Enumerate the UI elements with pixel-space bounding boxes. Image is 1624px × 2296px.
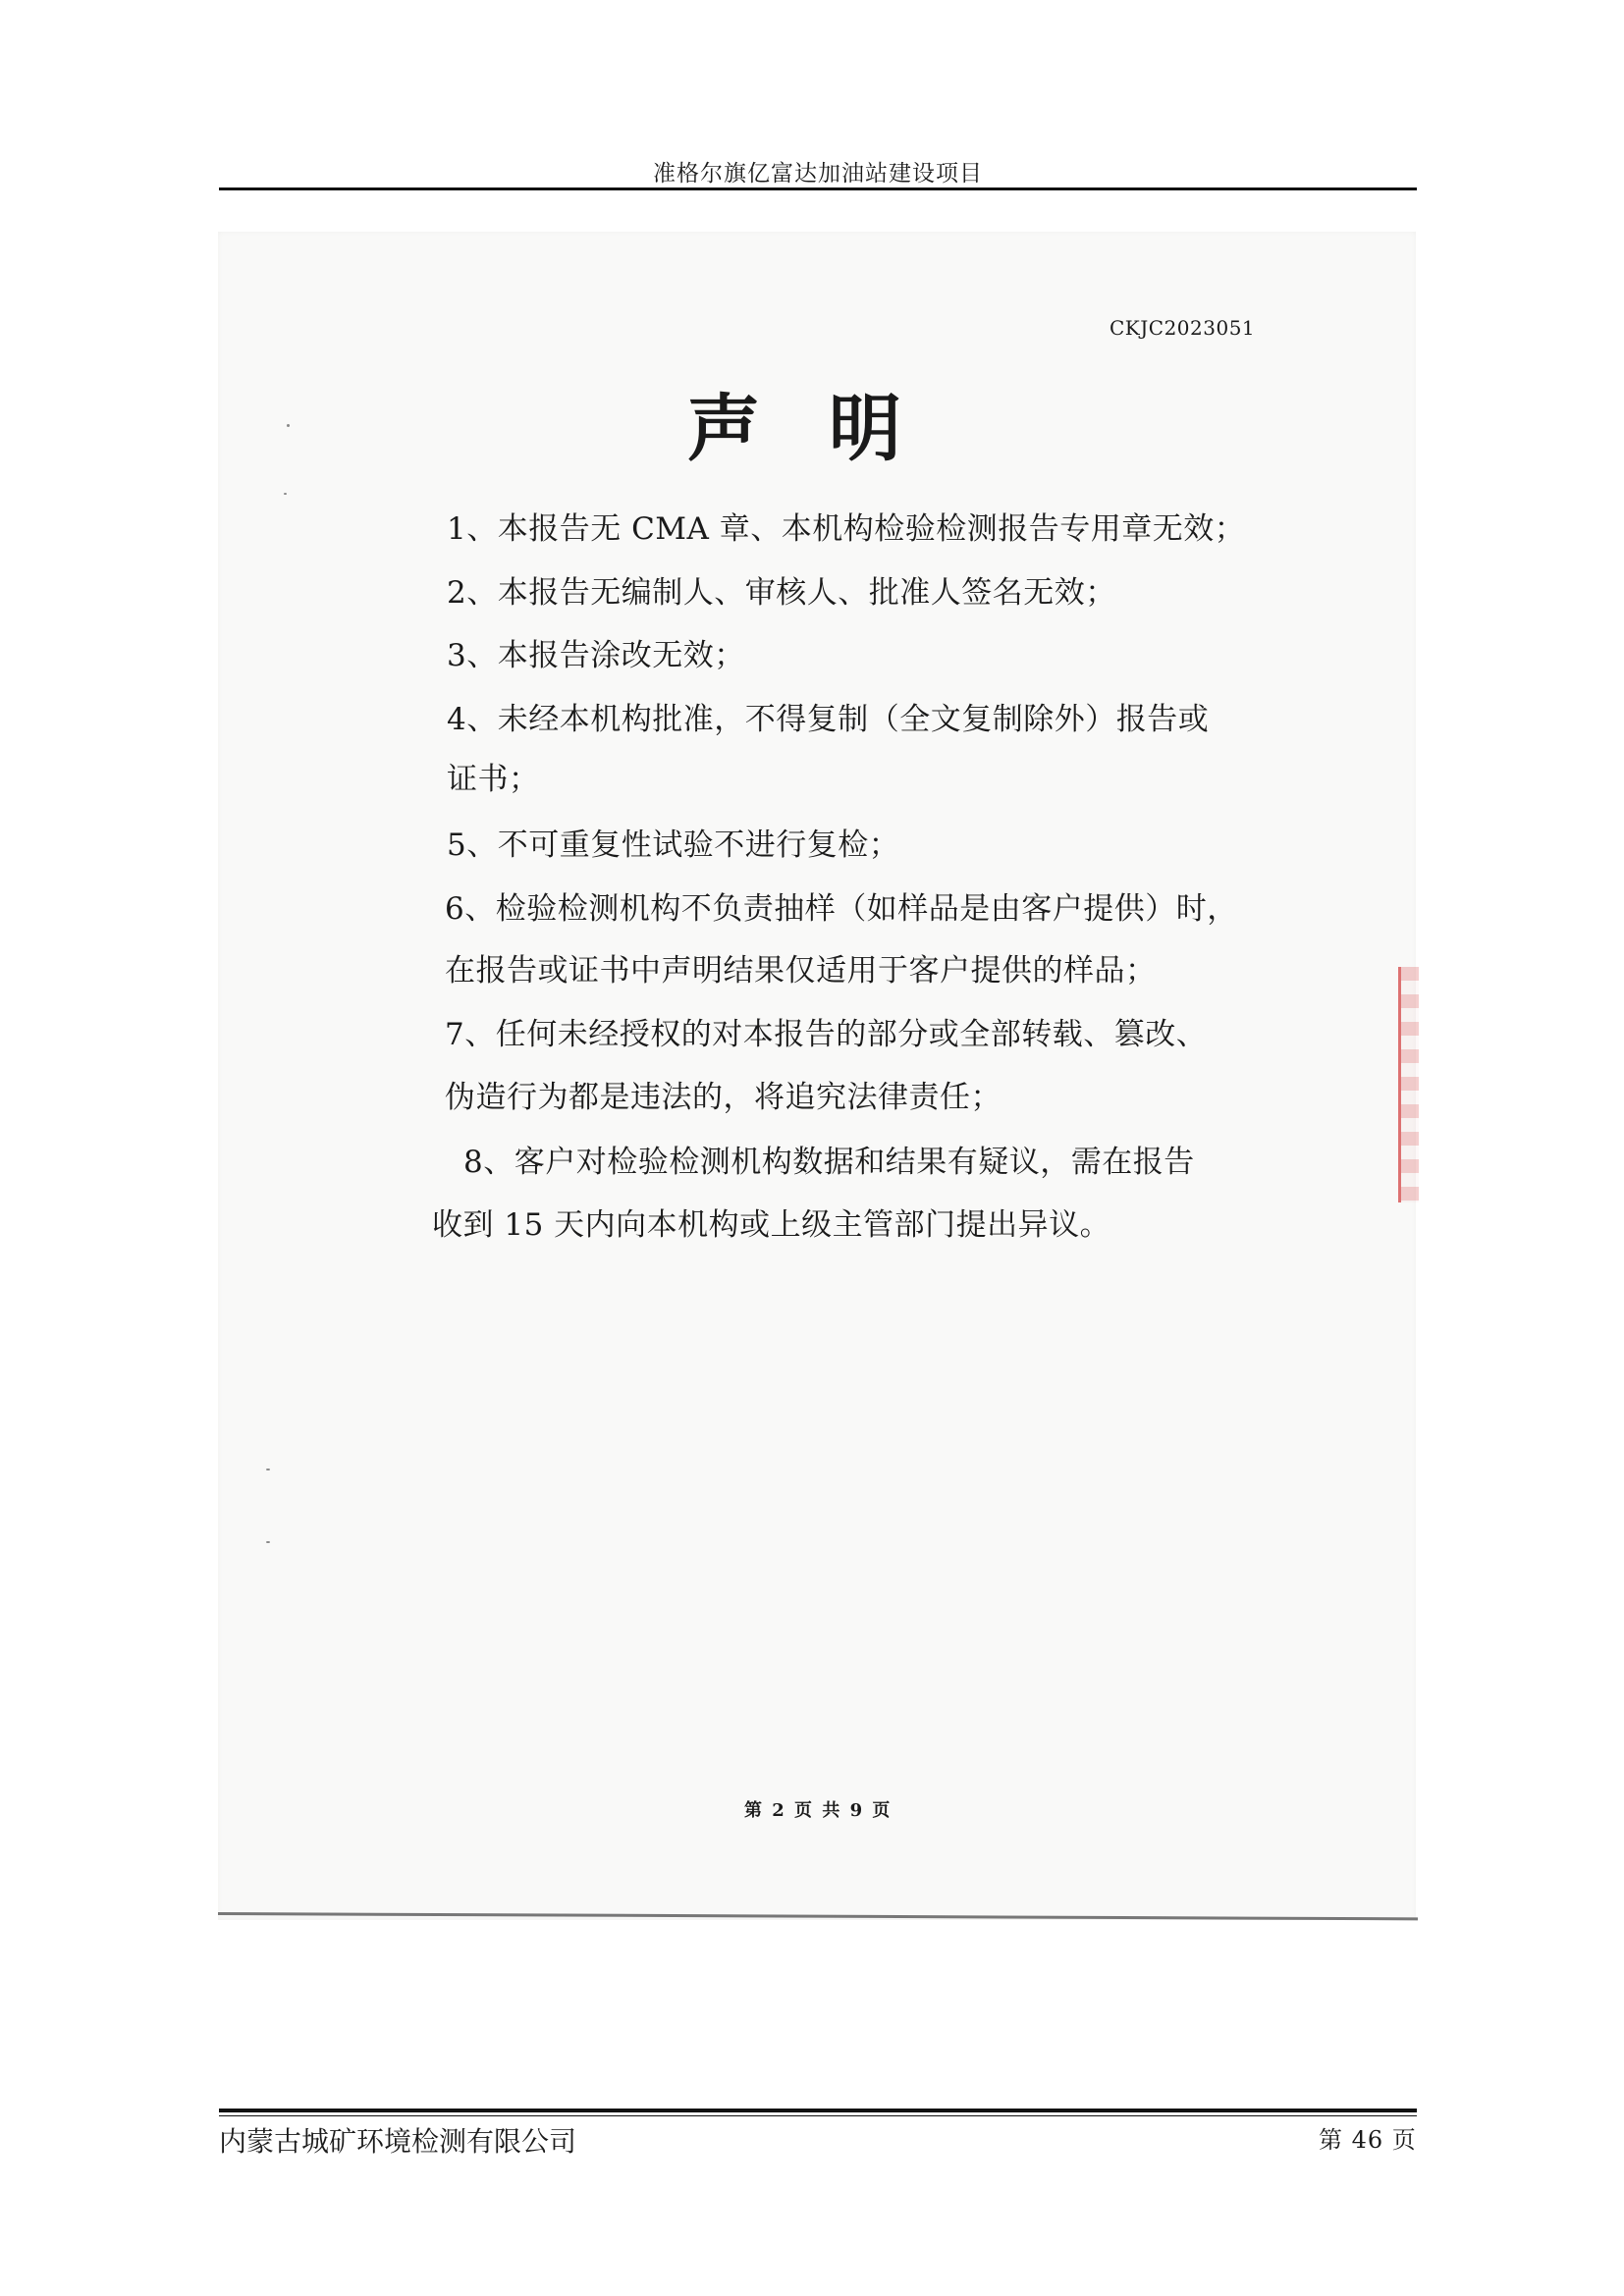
statement-line-7-cont: 伪造行为都是违法的，将追究法律责任； [445, 1080, 1001, 1115]
seal-fragment [1398, 967, 1419, 1202]
statement-title: 声明 [687, 387, 970, 471]
statement-line-4: 4、未经本机构批准，不得复制（全文复制除外）报告或 [447, 702, 1210, 737]
dust-speck [266, 1468, 270, 1470]
statement-line-6: 6、检验检测机构不负责抽样（如样品是由客户提供）时， [445, 891, 1238, 927]
header-rule [219, 187, 1417, 190]
footer-rule-thin [219, 2115, 1417, 2116]
statement-line-5: 5、不可重复性试验不进行复检； [447, 828, 900, 863]
statement-line-6-cont: 在报告或证书中声明结果仅适用于客户提供的样品； [445, 953, 1157, 988]
statement-line-7: 7、任何未经授权的对本报告的部分或全部转载、篡改、 [445, 1017, 1208, 1052]
dust-speck [284, 493, 287, 495]
footer-rule-thick [219, 2109, 1417, 2112]
company-name: 内蒙古城矿环境检测有限公司 [219, 2125, 577, 2158]
statement-line-8-cont: 收到 15 天内向本机构或上级主管部门提出异议。 [432, 1207, 1111, 1243]
scanned-page-number: 第 2 页 共 9 页 [744, 1800, 893, 1821]
page-header-title: 准格尔旗亿富达加油站建设项目 [653, 161, 983, 187]
page-number: 第 46 页 [1319, 2126, 1417, 2154]
statement-line-2: 2、本报告无编制人、审核人、批准人签名无效； [447, 575, 1116, 611]
statement-line-8: 8、客户对检验检测机构数据和结果有疑议，需在报告 [463, 1145, 1195, 1180]
dust-speck [266, 1541, 270, 1543]
statement-line-4-cont: 证书； [447, 762, 540, 797]
statement-line-3: 3、本报告涂改无效； [447, 638, 745, 673]
statement-line-1: 1、本报告无 CMA 章、本机构检验检测报告专用章无效； [447, 511, 1246, 547]
dust-speck [287, 424, 290, 427]
report-code: CKJC2023051 [1110, 316, 1256, 340]
